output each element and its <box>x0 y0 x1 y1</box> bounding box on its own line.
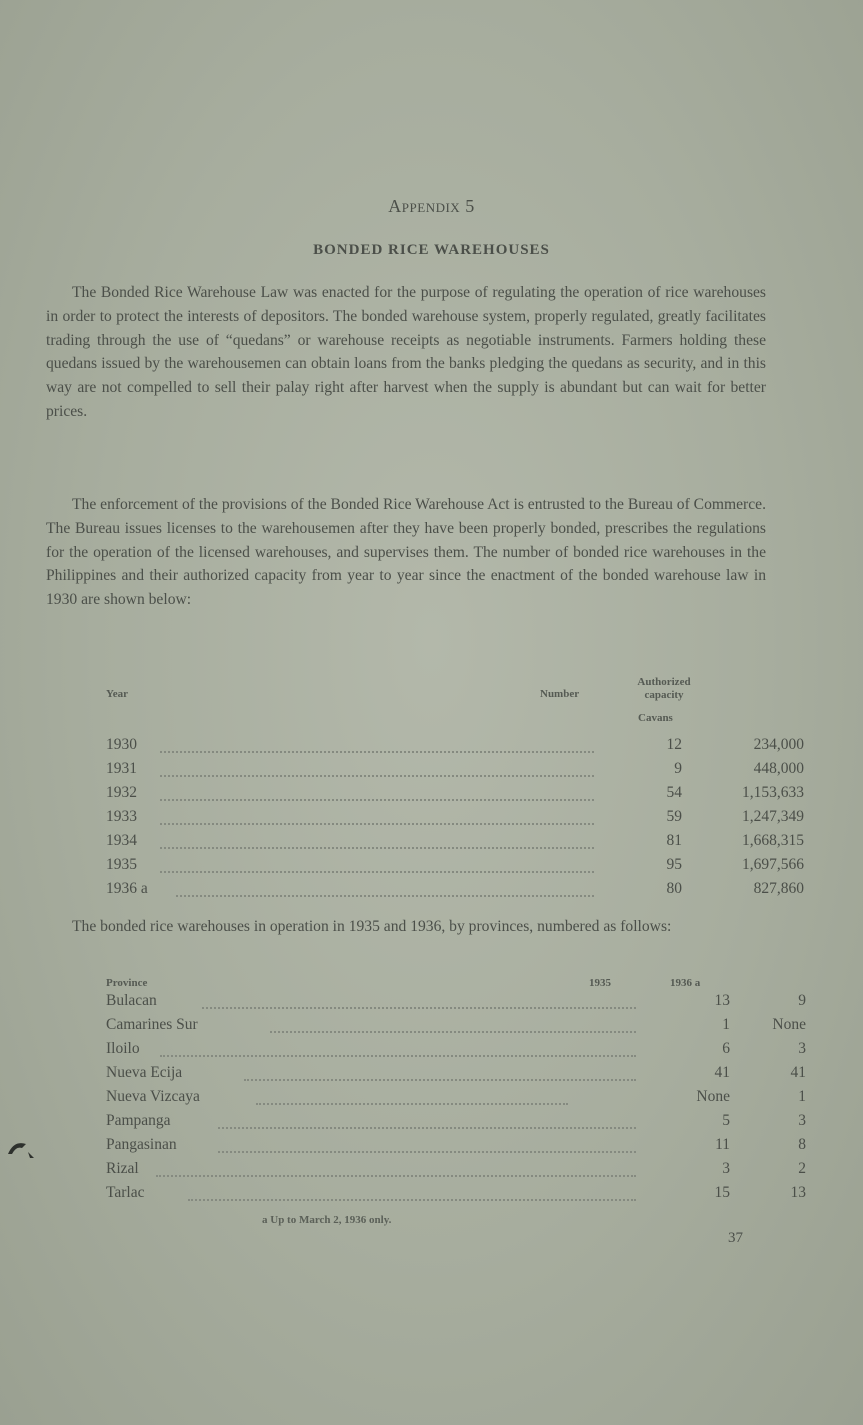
table2-province: Iloilo <box>106 1040 140 1057</box>
table2-1936-value: 13 <box>790 1184 806 1201</box>
table1-year: 1932 <box>106 784 137 801</box>
leader-dots <box>160 775 594 777</box>
paragraph-1: The Bonded Rice Warehouse Law was enacted for the purpose of regulating the operation of rice warehouses in order to protect the interests of depositors. The bonded warehouse system, properly regulated, greatly facilitates trading through the use of “quedans” or warehouse receipts as negotiable instruments. Farmers holding these quedans issued by the warehousemen can obtain loans from the banks pledging the quedans as security, and in this way are not compelled to sell their palay right after harvest when the supply is abundant but can wait for better prices. <box>46 284 766 420</box>
leader-dots <box>160 823 594 825</box>
table1-year: 1935 <box>106 856 137 873</box>
table1-number: 81 <box>666 832 682 849</box>
table1-number: 54 <box>666 784 682 801</box>
table-row <box>106 736 804 760</box>
table2-1935-value: 5 <box>722 1112 730 1129</box>
table2-province-header: Province <box>106 977 148 989</box>
table1-capacity: 1,697,566 <box>742 856 804 873</box>
table-row <box>106 760 804 784</box>
table1-capacity-header: Authorized capacity <box>637 676 691 701</box>
table1-year: 1933 <box>106 808 137 825</box>
leader-dots <box>160 847 594 849</box>
leader-dots <box>160 871 594 873</box>
table2-1935-value: None <box>696 1088 730 1105</box>
table2-province: Bulacan <box>106 992 157 1009</box>
table2-1935-value: 11 <box>715 1136 730 1153</box>
table1-number: 80 <box>666 880 682 897</box>
table1-capacity: 448,000 <box>753 760 804 777</box>
table1-year: 1931 <box>106 760 137 777</box>
appendix-title: Appendix 5 <box>388 196 475 216</box>
table2-1935-header: 1935 <box>589 977 611 989</box>
table2-province: Pampanga <box>106 1112 171 1129</box>
table-row <box>106 832 804 856</box>
table1-year: 1936 a <box>106 880 148 897</box>
table2-1936-value: 9 <box>798 992 806 1009</box>
table-row <box>106 1112 806 1136</box>
table-row <box>106 1184 806 1208</box>
table1-capacity: 234,000 <box>753 736 804 753</box>
table-row <box>106 808 804 832</box>
table1-number: 95 <box>666 856 682 873</box>
table1-unit-label: Cavans <box>638 712 673 724</box>
leader-dots <box>160 799 594 801</box>
table-row <box>106 1136 806 1160</box>
section-heading: BONDED RICE WAREHOUSES <box>313 242 550 258</box>
table2-1936-value: 2 <box>798 1160 806 1177</box>
table2-1936-value: 3 <box>798 1040 806 1057</box>
table2-1936-header: 1936 a <box>670 977 701 989</box>
table-row <box>106 856 804 880</box>
table-row <box>106 784 804 808</box>
table1-capacity: 1,153,633 <box>742 784 804 801</box>
leader-dots <box>160 751 594 753</box>
leader-dots <box>256 1103 568 1105</box>
leader-dots <box>176 895 594 897</box>
table2-1935-value: 13 <box>714 992 730 1009</box>
table1-number-header: Number <box>540 688 580 700</box>
table2-1936-value: 41 <box>790 1064 806 1081</box>
table1-year: 1930 <box>106 736 137 753</box>
footnote: a Up to March 2, 1936 only. <box>262 1214 392 1226</box>
table2-1935-value: 1 <box>722 1016 730 1033</box>
table2-1936-value: 8 <box>798 1136 806 1153</box>
table2-1936-value: 1 <box>798 1088 806 1105</box>
table-row <box>106 1160 806 1184</box>
table2-1935-value: 15 <box>714 1184 730 1201</box>
page-number: 37 <box>728 1230 743 1246</box>
table1-number: 9 <box>674 760 682 777</box>
table1-capacity: 1,668,315 <box>742 832 804 849</box>
table2-province: Nueva Vizcaya <box>106 1088 200 1105</box>
table2-province: Tarlac <box>106 1184 145 1201</box>
table-row <box>106 880 804 904</box>
paragraph-2: The enforcement of the provisions of the Bonded Rice Warehouse Act is entrusted to the Bureau of Commerce. The Bureau issues licenses to the warehousemen after they have been properly bonded, prescribes the regulations for the operation of the licensed warehouses, and supervises them. The number of bonded rice warehouses in the Philippines and their authorized capacity from year to year since the enactment of the bonded warehouse law in 1930 are shown below: <box>46 496 766 609</box>
table1-capacity: 827,860 <box>753 880 804 897</box>
table2-province: Pangasinan <box>106 1136 177 1153</box>
table-row <box>106 1064 806 1088</box>
paragraph-3: The bonded rice warehouses in operation in 1935 and 1936, by provinces, numbered as follows: <box>72 918 672 935</box>
table2-province: Nueva Ecija <box>106 1064 183 1081</box>
table1-number: 12 <box>666 736 682 753</box>
table1-number: 59 <box>666 808 682 825</box>
table2-1935-value: 3 <box>722 1160 730 1177</box>
table-row <box>106 1016 806 1040</box>
table1-capacity: 1,247,349 <box>742 808 804 825</box>
table2-province: Rizal <box>106 1160 139 1177</box>
table-row <box>106 992 806 1016</box>
table2-1936-value: 3 <box>798 1112 806 1129</box>
table-row <box>106 1088 806 1112</box>
table2-1935-value: 41 <box>714 1064 730 1081</box>
table1-year-header: Year <box>106 688 128 700</box>
table2-province: Camarines Sur <box>106 1016 198 1033</box>
ink-smudge-mark <box>6 1136 34 1158</box>
table2-1936-value: None <box>772 1016 806 1033</box>
table2-1935-value: 6 <box>722 1040 730 1057</box>
table-row <box>106 1040 806 1064</box>
table1-year: 1934 <box>106 832 137 849</box>
